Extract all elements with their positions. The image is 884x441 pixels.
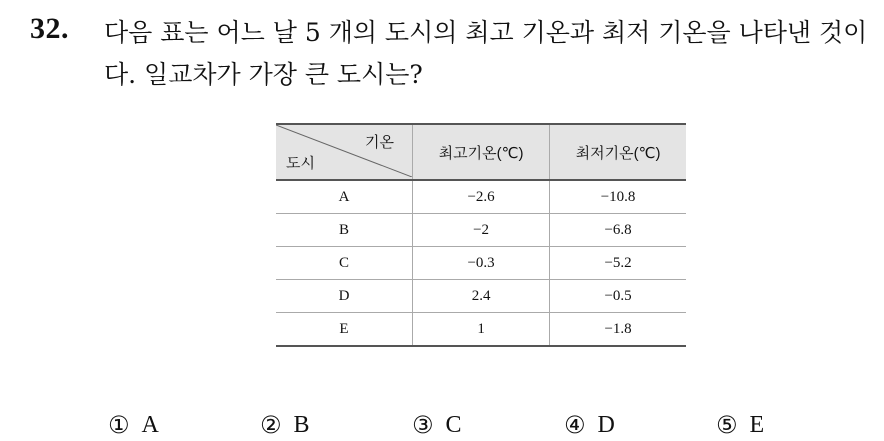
- choice-number-4: ④: [564, 411, 586, 439]
- table-row: [276, 214, 686, 247]
- column-header-max: 최고기온(℃): [413, 124, 550, 180]
- min-temp-cell: −1.8: [550, 313, 686, 347]
- column-header-min: 최저기온(℃): [550, 124, 686, 180]
- choice-label-1: A: [141, 411, 159, 438]
- max-temp-cell: −2: [413, 214, 550, 247]
- city-cell: E: [276, 313, 413, 347]
- min-temp-cell: −5.2: [550, 247, 686, 280]
- temperature-table: [276, 123, 686, 347]
- choice-2[interactable]: [260, 411, 412, 439]
- table-row: [276, 313, 686, 347]
- min-temp-cell: −10.8: [550, 180, 686, 214]
- max-temp-cell: 2.4: [413, 280, 550, 313]
- city-cell: D: [276, 280, 413, 313]
- corner-label-temperature: 기온: [365, 134, 394, 151]
- min-temp-cell: −0.5: [550, 280, 686, 313]
- question-number: 32.: [30, 12, 69, 45]
- table-row: [276, 247, 686, 280]
- choice-3[interactable]: [412, 411, 564, 439]
- min-temp-cell: −6.8: [550, 214, 686, 247]
- choice-4[interactable]: [564, 411, 716, 439]
- city-cell: C: [276, 247, 413, 280]
- choice-label-2: B: [293, 411, 310, 438]
- max-temp-cell: −2.6: [413, 180, 550, 214]
- corner-header-cell: [276, 124, 413, 180]
- table-row: [276, 180, 686, 214]
- city-cell: A: [276, 180, 413, 214]
- max-temp-cell: −0.3: [413, 247, 550, 280]
- choice-number-1: ①: [108, 411, 130, 439]
- choice-1[interactable]: [108, 411, 260, 439]
- table-row: [276, 280, 686, 313]
- answer-choices: [108, 411, 868, 439]
- choice-number-3: ③: [412, 411, 434, 439]
- corner-label-city: 도시: [286, 155, 315, 172]
- choice-label-5: E: [749, 411, 765, 438]
- choice-label-4: D: [597, 411, 615, 438]
- choice-label-3: C: [445, 411, 462, 438]
- max-temp-cell: 1: [413, 313, 550, 347]
- table-header-row: [276, 124, 686, 180]
- choice-number-2: ②: [260, 411, 282, 439]
- choice-number-5: ⑤: [716, 411, 738, 439]
- question-text: 다음 표는 어느 날 5 개의 도시의 최고 기온과 최저 기온을 나타낸 것이다. 일교차가 가장 큰 도시는?: [104, 18, 868, 89]
- choice-5[interactable]: [716, 411, 868, 439]
- city-cell: B: [276, 214, 413, 247]
